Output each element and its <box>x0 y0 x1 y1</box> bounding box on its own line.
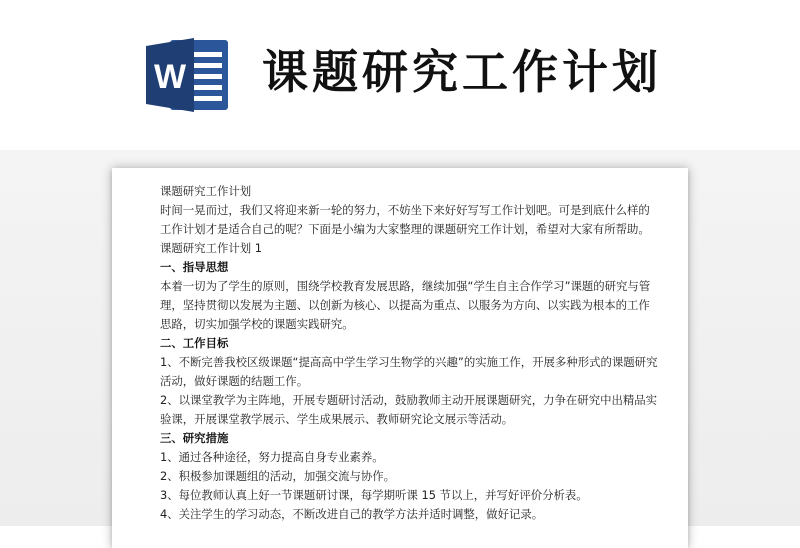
document-body <box>160 182 660 524</box>
paragraph: 1、不断完善我校区级课题“提高高中学生学习生物学的兴趣”的实施工作，开展多种形式的课题研究活动，做好课题的结题工作。 <box>160 355 658 388</box>
word-document-icon <box>146 36 230 114</box>
list-item: 3、每位教师认真上好一节课题研讨课，每学期听课 15 节以上，并写好评价分析表。 <box>160 488 588 502</box>
doc-plan-heading: 课题研究工作计划 1 <box>160 241 262 255</box>
section-heading: 一、指导思想 <box>160 260 229 274</box>
header-banner <box>0 0 800 150</box>
section-heading: 二、工作目标 <box>160 336 229 350</box>
section-heading: 三、研究措施 <box>160 431 229 445</box>
list-item: 1、通过各种途径，努力提高自身专业素养。 <box>160 450 384 464</box>
doc-intro: 时间一晃而过，我们又将迎来新一轮的努力，不妨坐下来好好写写工作计划吧。可是到底什么样的工作计划才是适合自己的呢？下面是小编为大家整理的课题研究工作计划，希望对大家有所帮助。 <box>160 203 650 236</box>
paragraph: 2、以课堂教学为主阵地，开展专题研讨活动，鼓励教师主动开展课题研究，力争在研究中出精品实验课，开展课堂教学展示、学生成果展示、教师研究论文展示等活动。 <box>160 393 658 426</box>
paragraph: 本着一切为了学生的原则，围绕学校教育发展思路，继续加强“学生自主合作学习”课题的研究与管理，坚持贯彻以发展为主题、以创新为核心、以提高为重点、以服务为方向、以实践为根本的工作思路，切实加强学校的课题实践研究。 <box>160 279 651 331</box>
list-item: 4、关注学生的学习动态，不断改进自己的教学方法并适时调整，做好记录。 <box>160 507 544 521</box>
page-title: 课题研究工作计划 <box>262 45 662 99</box>
list-item: 2、积极参加课题组的活动，加强交流与协作。 <box>160 469 396 483</box>
document-page <box>112 168 688 548</box>
word-logo-letter: W <box>153 58 187 96</box>
doc-title: 课题研究工作计划 <box>160 184 252 198</box>
